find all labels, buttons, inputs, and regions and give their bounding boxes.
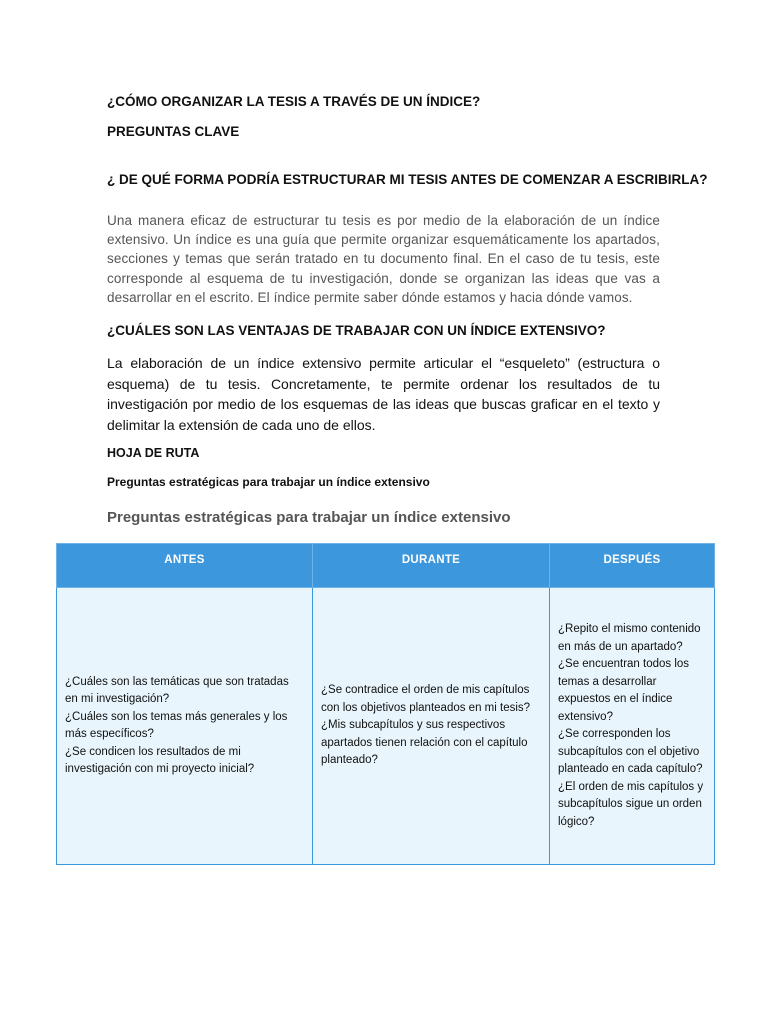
main-heading: ¿CÓMO ORGANIZAR LA TESIS A TRAVÉS DE UN ÍNDICE? [107, 94, 481, 109]
question-item: ¿Se encuentran todos los temas a desarrollar expuestos en el índice extensivo? [558, 658, 690, 723]
answer-paragraph-advantages: La elaboración de un índice extensivo permite articular el “esqueleto” (estructura o esquema) de tu tesis. Concretamente, te permite ordenar los resultados de tu investigación por medio de los esquemas de las ideas que buscas graficar en el texto y delimitar la extensión de cada uno de ellos. [107, 355, 660, 433]
roadmap-subheading: Preguntas estratégicas para trabajar un índice extensivo [107, 475, 430, 489]
question-item: ¿El orden de mis capítulos y subcapítulos sigue un orden lógico? [558, 780, 704, 828]
column-header-despues: DESPUÉS [550, 544, 715, 588]
question-item: ¿Se contradice el orden de mis capítulos con los objetivos planteados en mi tesis? [321, 684, 531, 714]
question-item: ¿Se corresponden los subcapítulos con el objetivo planteado en cada capítulo? [558, 728, 703, 775]
question-heading-advantages: ¿CUÁLES SON LAS VENTAJAS DE TRABAJAR CON UN ÍNDICE EXTENSIVO? [107, 323, 606, 338]
question-item: ¿Cuáles son los temas más generales y los más específicos? [65, 710, 288, 740]
column-header-durante: DURANTE [313, 544, 550, 588]
cell-antes [57, 588, 313, 865]
table-header-row [57, 544, 715, 588]
question-heading-structure: ¿ DE QUÉ FORMA PODRÍA ESTRUCTURAR MI TESIS ANTES DE COMENZAR A ESCRIBIRLA? [107, 172, 708, 187]
question-item: ¿Mis subcapítulos y sus respectivos apartados tienen relación con el capítulo planteado? [321, 719, 528, 767]
roadmap-table-container [56, 543, 714, 865]
question-item: ¿Repito el mismo contenido en más de un apartado? [558, 623, 701, 653]
answer-paragraph-structure: Una manera eficaz de estructurar tu tesis es por medio de la elaboración de un índice extensivo. Un índice es una guía que permite organizar esquemáticamente los apartados, secciones y temas que serán tratado en tu documento final. En el caso de tu tesis, este corresponde al esquema de tu investigación, donde se organizan las ideas que vas a desarrollar en el escrito. El índice permite saber dónde estamos y hacia dónde vamos. [107, 213, 660, 305]
table-row [57, 588, 715, 865]
question-item: ¿Cuáles son las temáticas que son tratadas en mi investigación? [65, 675, 289, 705]
cell-durante [313, 588, 550, 865]
table-title: Preguntas estratégicas para trabajar un índice extensivo [107, 509, 511, 526]
roadmap-heading: HOJA DE RUTA [107, 446, 200, 460]
question-item: ¿Se condicen los resultados de mi investigación con mi proyecto inicial? [65, 745, 255, 775]
roadmap-table [56, 543, 715, 865]
cell-despues [550, 588, 715, 865]
column-header-antes: ANTES [57, 544, 313, 588]
key-questions-heading: PREGUNTAS CLAVE [107, 124, 240, 139]
